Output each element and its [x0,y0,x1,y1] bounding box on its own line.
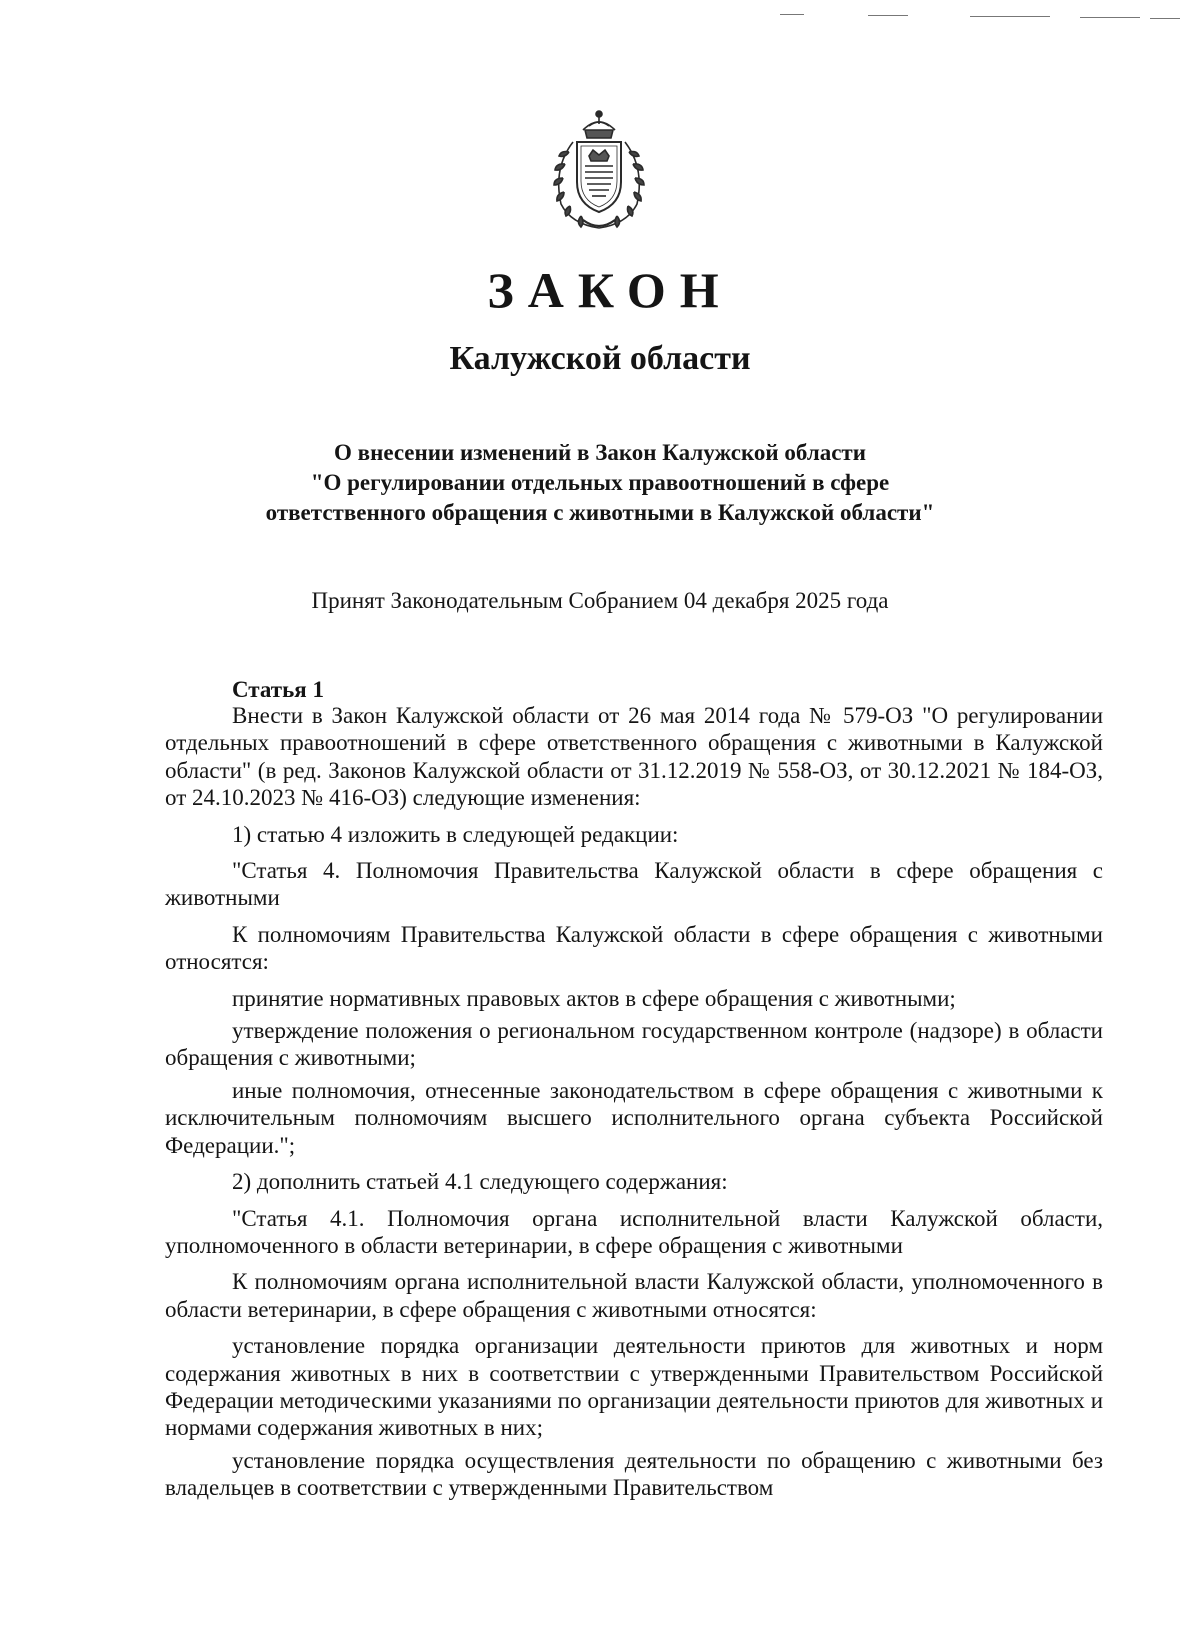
adoption-statement: Принят Законодательным Собранием 04 декабря 2025 года [311,588,889,613]
article-paragraph: иные полномочия, отнесенные законодательством в сфере обращения с животными к исключительным полномочиям высшего исполнительного органа субъекта Российской Федерации."; [165,1077,1103,1158]
article-paragraph: "Статья 4.1. Полномочия органа исполнительной власти Калужской области, уполномоченного в области ветеринарии, в сфере обращения с животными [165,1205,1103,1258]
article-paragraph: принятие нормативных правовых актов в сфере обращения с животными; [232,985,956,1011]
article-paragraph: "Статья 4. Полномочия Правительства Калужской области в сфере обращения с животными [165,858,1103,911]
article-paragraph: установление порядка организации деятельности приютов для животных и норм содержания животных в них в соответствии с утвержденными Правительством Российской Федерации методическими указаниями по организации деятельности приютов для животных и нормами содержания животных в них; [165,1333,1103,1441]
article-paragraph: установление порядка осуществления деятельности по обращению с животными без владельцев в соответствии с утвержденными Правительством [165,1447,1103,1501]
law-heading-line: ответственного обращения с животными в Калужской области" [265,500,935,525]
article-paragraph: утверждение положения о региональном государственном контроле (надзоре) в области обращения с животными; [165,1018,1103,1071]
coat-of-arms-icon [543,108,655,234]
article-title: Статья 1 [232,677,324,702]
article-paragraph: К полномочиям Правительства Калужской области в сфере обращения с животными относятся: [165,921,1103,975]
article-body [165,702,1103,1502]
law-heading [0,438,1200,528]
document-title: ЗАКОН [487,262,733,318]
article-paragraph: 1) статью 4 изложить в следующей редакции: [232,821,679,847]
scan-artifact-marks [780,14,1180,20]
article-paragraph: Внести в Закон Калужской области от 26 мая 2014 года № 579-ОЗ "О регулировании отдельных правоотношений в сфере ответственного обращения с животными в Калужской области" (в ред. Законов Калужской области от 31.12.2019 № 558-ОЗ, от 30.12.2021 № 184-ОЗ, от 24.10.2023 № 416-ОЗ) следующие изменения: [165,703,1103,811]
article-paragraph: 2) дополнить статьей 4.1 следующего содержания: [232,1169,728,1195]
document-subtitle: Калужской области [449,340,751,377]
law-heading-line: О внесении изменений в Закон Калужской области [334,440,866,465]
article-paragraph: К полномочиям органа исполнительной власти Калужской области, уполномоченного в области ветеринарии, в сфере обращения с животными относятся: [165,1269,1103,1322]
law-heading-line: "О регулировании отдельных правоотношений в сфере [310,470,890,495]
